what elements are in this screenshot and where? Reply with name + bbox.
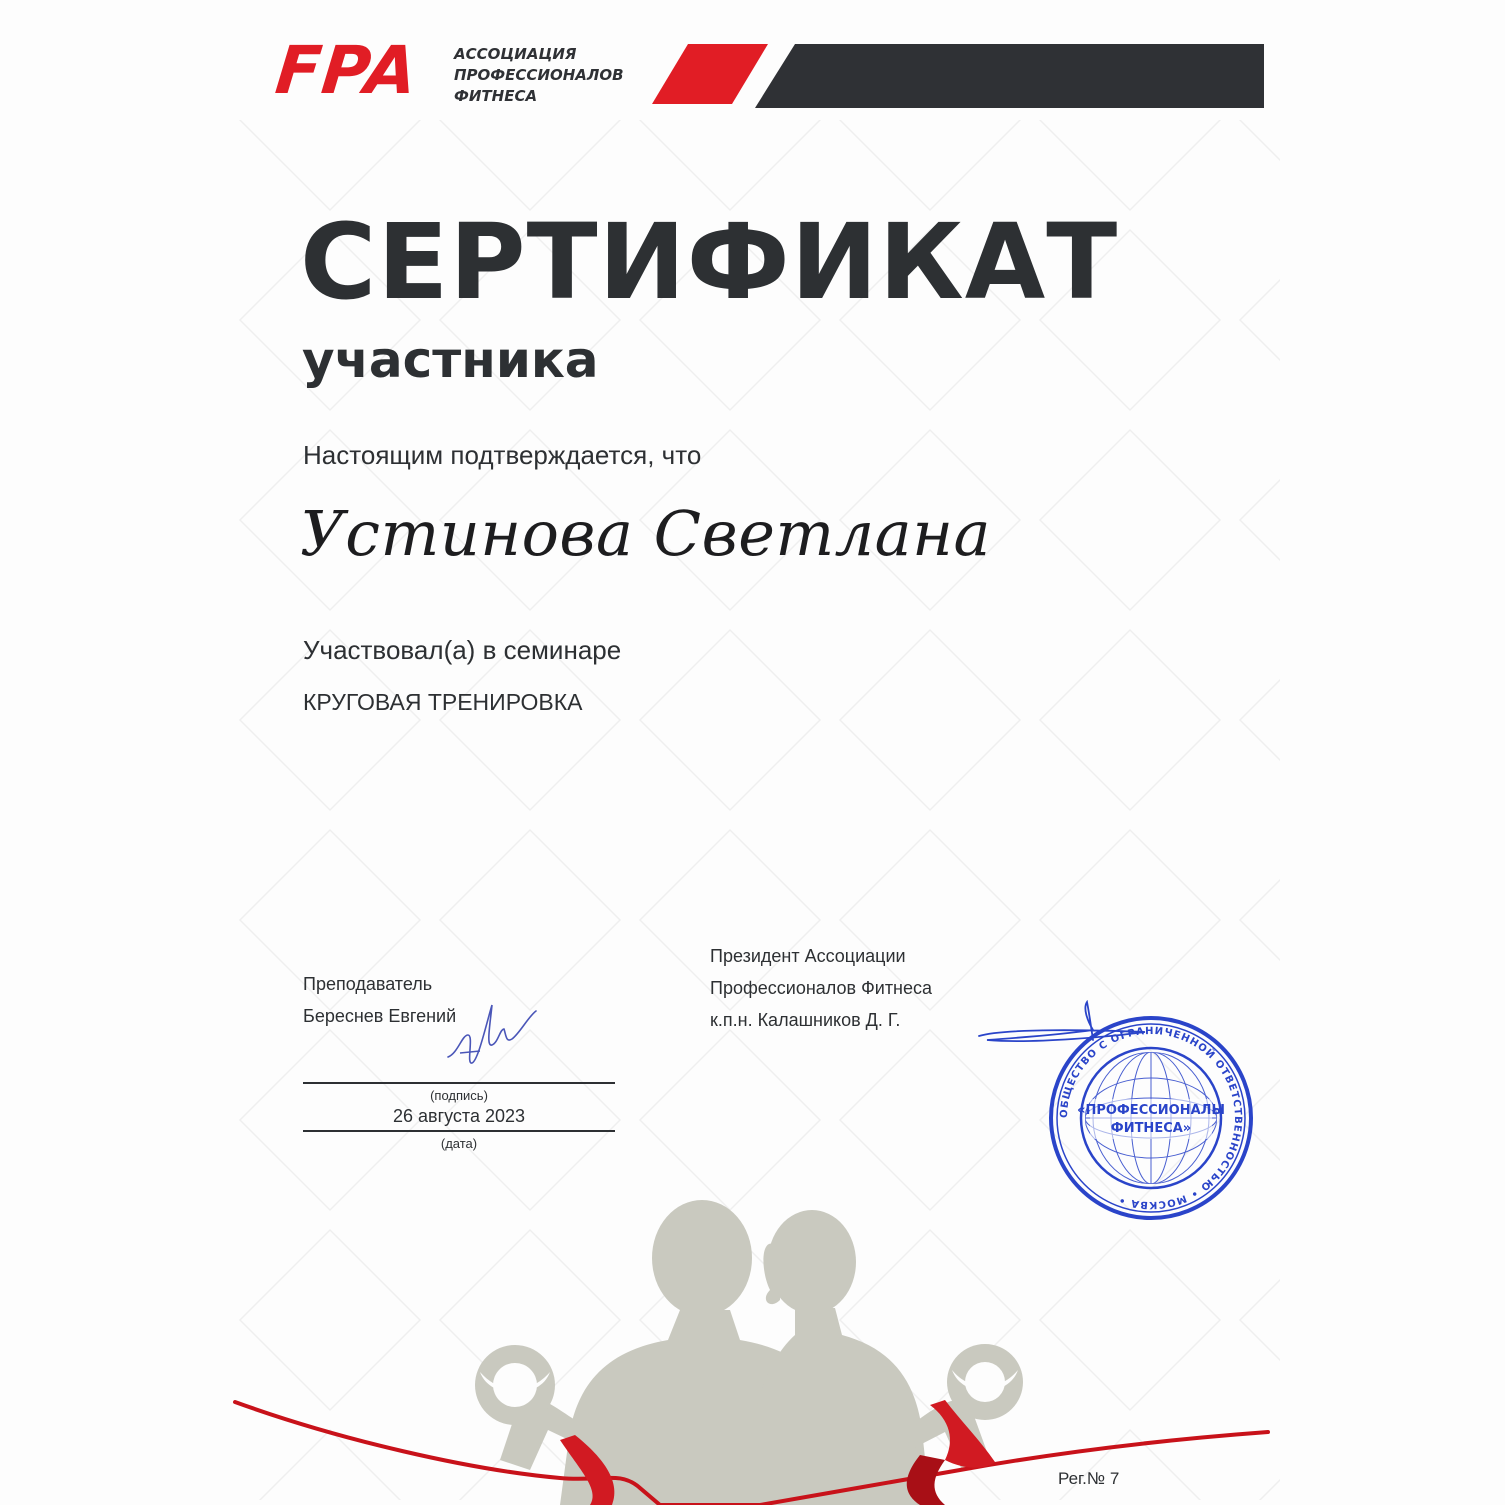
org-name-line-2: ПРОФЕССИОНАЛОВ	[454, 66, 624, 84]
stamp-center-line-1: «ПРОФЕССИОНАЛЫ	[1077, 1103, 1225, 1118]
registration-number: Рег.№ 7	[1058, 1469, 1120, 1488]
recipient-name: Устинова Светлана	[300, 497, 991, 570]
stamp-center-line-2: ФИТНЕСА»	[1110, 1121, 1192, 1136]
president-title-line-2: Профессионалов Фитнеса	[710, 978, 933, 998]
fpa-logo: FPA	[272, 32, 422, 109]
certificate-subtitle: участника	[302, 331, 599, 389]
certificate-title: СЕРТИФИКАТ	[300, 201, 1119, 323]
participation-text: Участвовал(а) в семинаре	[303, 635, 622, 665]
org-name-line-3: ФИТНЕСА	[454, 87, 538, 105]
signature-caption: (подпись)	[430, 1088, 488, 1103]
date-caption: (дата)	[440, 1136, 478, 1151]
issue-date: 26 августа 2023	[392, 1106, 526, 1126]
teacher-name: Береснев Евгений	[303, 1006, 457, 1026]
seminar-name: КРУГОВАЯ ТРЕНИРОВКА	[303, 689, 583, 715]
stamp-ring-text: ОБЩЕСТВО С ОГРАНИЧЕННОЙ ОТВЕТСТВЕННОСТЬЮ • МОСКВА •	[1058, 1025, 1244, 1211]
org-name-line-1: АССОЦИАЦИЯ	[454, 45, 577, 63]
teacher-role: Преподаватель	[303, 974, 433, 994]
president-name: к.п.н. Калашников Д. Г.	[710, 1010, 901, 1030]
intro-text: Настоящим подтверждается, что	[303, 440, 702, 470]
president-title-line-1: Президент Ассоциации	[710, 946, 906, 966]
